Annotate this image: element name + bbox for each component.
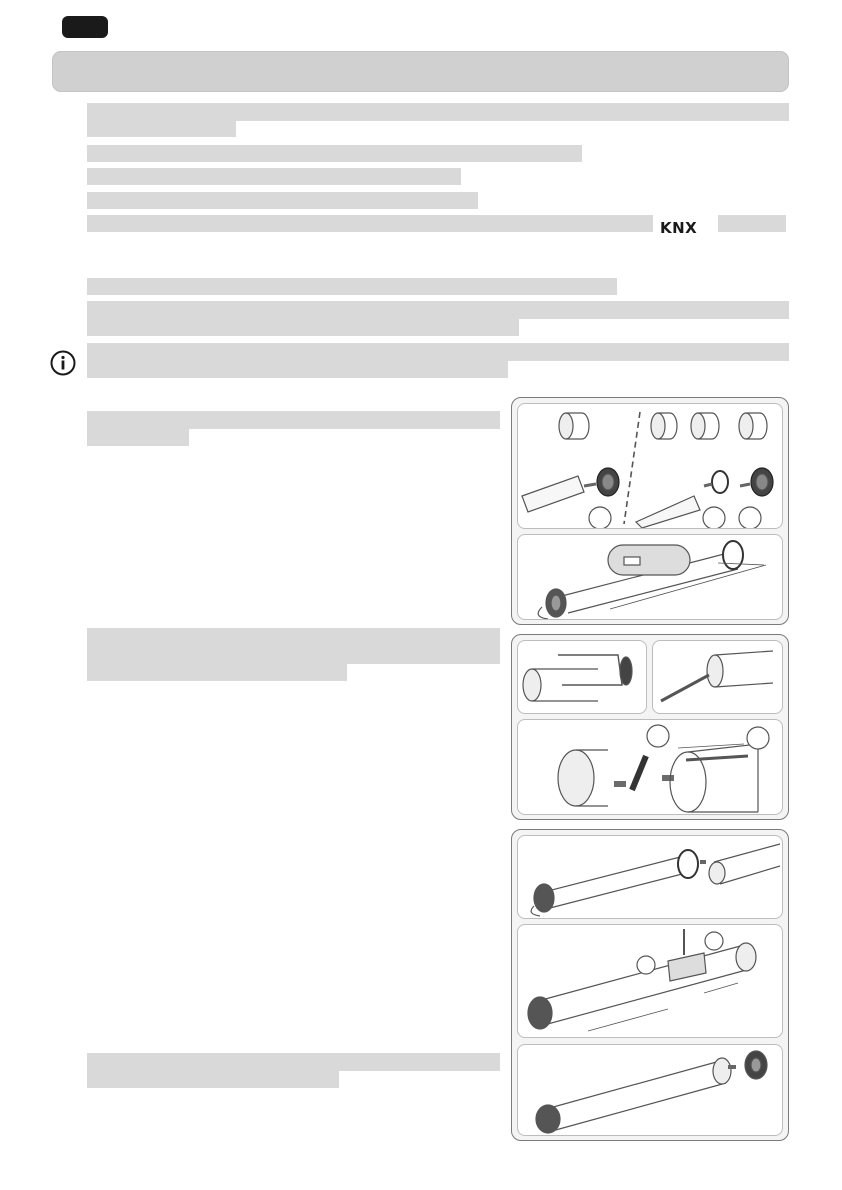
figure-screw-fixing: [517, 924, 783, 1038]
redacted-line: [87, 361, 508, 378]
redacted-line: [87, 192, 478, 209]
figure-notch-tube: [517, 719, 783, 815]
figure-deburr-tube: [652, 640, 783, 714]
info-circle-icon: [50, 350, 76, 376]
figure-tube-length: [517, 534, 783, 620]
figure-panel-tube-prep: [511, 634, 789, 820]
redacted-line: [87, 411, 500, 429]
figure-cut-tube: [517, 640, 647, 714]
knx-logo: KNX: [660, 219, 698, 237]
figure-fit-endcap: [517, 1044, 783, 1136]
figure-insert-motor: [517, 835, 783, 919]
section-heading-bar: [52, 51, 789, 92]
redacted-line: [87, 103, 789, 121]
redacted-line: [87, 168, 461, 185]
redacted-line: [87, 301, 789, 319]
redacted-line: [87, 429, 189, 446]
redacted-line: [87, 145, 582, 162]
redacted-line: [718, 215, 786, 232]
redacted-line: [87, 646, 500, 664]
redacted-line: [87, 343, 789, 361]
figure-adapter-selection: [517, 403, 783, 529]
language-badge: [62, 16, 108, 38]
redacted-line: [87, 278, 617, 295]
redacted-line: [87, 319, 519, 336]
redacted-line: [87, 121, 236, 137]
redacted-line: [87, 664, 347, 681]
figure-panel-assembly: [511, 829, 789, 1141]
redacted-line: [87, 628, 500, 646]
redacted-line: [87, 1071, 339, 1088]
figure-panel-adapters: [511, 397, 789, 625]
redacted-line: [87, 1053, 500, 1071]
redacted-line: [87, 215, 653, 232]
